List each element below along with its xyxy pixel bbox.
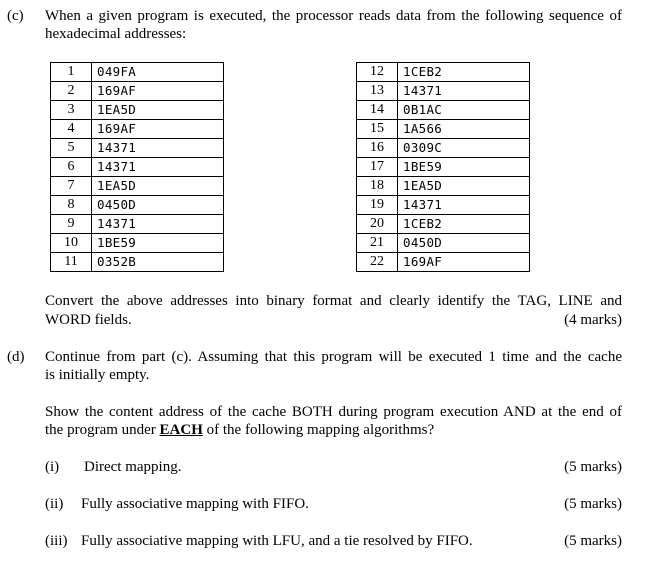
part-d-label: (d): [7, 349, 25, 365]
hex-address: 14371: [92, 139, 224, 158]
table-row: [51, 120, 224, 139]
table-row: [357, 158, 530, 177]
table-row: [51, 63, 224, 82]
show-line2: [45, 421, 434, 439]
row-number: 10: [51, 234, 92, 253]
convert-line1: Convert the above addresses into binary format and clearly identify the TAG, LINE and: [45, 293, 622, 309]
hex-address: 1CEB2: [398, 63, 530, 82]
row-number: 9: [51, 215, 92, 234]
row-number: 3: [51, 101, 92, 120]
table-row: [51, 196, 224, 215]
row-number: 21: [357, 234, 398, 253]
item-iii-marks: (5 marks): [564, 533, 622, 549]
table-row: [51, 215, 224, 234]
hex-address: 0450D: [92, 196, 224, 215]
row-number: 5: [51, 139, 92, 158]
table-row: [357, 215, 530, 234]
table-row: [51, 139, 224, 158]
table-row: [51, 158, 224, 177]
table-row: [357, 234, 530, 253]
hex-address: 0450D: [398, 234, 530, 253]
row-number: 11: [51, 253, 92, 272]
part-c-intro-line1: When a given program is executed, the processor reads data from the following sequence of: [45, 8, 622, 24]
row-number: 15: [357, 120, 398, 139]
table-row: [357, 139, 530, 158]
row-number: 18: [357, 177, 398, 196]
row-number: 22: [357, 253, 398, 272]
table-row: [357, 82, 530, 101]
row-number: 4: [51, 120, 92, 139]
row-number: 20: [357, 215, 398, 234]
item-iii-label: (iii): [45, 533, 68, 549]
table-row: [357, 120, 530, 139]
table-row: [51, 177, 224, 196]
table-row: [357, 196, 530, 215]
part-c-label: (c): [7, 8, 24, 24]
hex-address: 1A566: [398, 120, 530, 139]
hex-address: 1EA5D: [398, 177, 530, 196]
hex-address: 1CEB2: [398, 215, 530, 234]
item-ii-text: Fully associative mapping with FIFO.: [81, 496, 309, 512]
hex-address: 169AF: [92, 120, 224, 139]
row-number: 12: [357, 63, 398, 82]
table-row: [51, 101, 224, 120]
row-number: 19: [357, 196, 398, 215]
table-row: [51, 234, 224, 253]
hex-address: 1BE59: [92, 234, 224, 253]
hex-address: 1BE59: [398, 158, 530, 177]
hex-address: 14371: [92, 215, 224, 234]
part-d-line1: Continue from part (c). Assuming that this program will be executed 1 time and the cache: [45, 349, 622, 365]
hex-address: 14371: [398, 82, 530, 101]
row-number: 13: [357, 82, 398, 101]
show-line2-emphasis: EACH: [159, 422, 203, 438]
hex-address: 0352B: [92, 253, 224, 272]
address-table-right: [356, 62, 530, 272]
hex-address: 14371: [398, 196, 530, 215]
item-iii-text: Fully associative mapping with LFU, and a tie resolved by FIFO.: [81, 533, 473, 549]
row-number: 14: [357, 101, 398, 120]
hex-address: 14371: [92, 158, 224, 177]
item-i-label: (i): [45, 459, 60, 475]
table-row: [357, 101, 530, 120]
part-c-intro-line2: hexadecimal addresses:: [45, 26, 187, 42]
item-ii-label: (ii): [45, 496, 64, 512]
table-row: [357, 253, 530, 272]
row-number: 1: [51, 63, 92, 82]
item-i-marks: (5 marks): [564, 459, 622, 475]
show-line2-pre: the program under: [45, 422, 160, 438]
hex-address: 169AF: [92, 82, 224, 101]
row-number: 16: [357, 139, 398, 158]
show-line1: Show the content address of the cache BOTH during program execution AND at the end of: [45, 404, 622, 420]
hex-address: 0B1AC: [398, 101, 530, 120]
show-line2-post: of the following mapping algorithms?: [202, 422, 435, 438]
row-number: 6: [51, 158, 92, 177]
table-row: [51, 82, 224, 101]
row-number: 8: [51, 196, 92, 215]
table-row: [357, 177, 530, 196]
item-ii-marks: (5 marks): [564, 496, 622, 512]
row-number: 2: [51, 82, 92, 101]
convert-marks: (4 marks): [564, 312, 622, 328]
hex-address: 1EA5D: [92, 177, 224, 196]
hex-address: 049FA: [92, 63, 224, 82]
hex-address: 0309C: [398, 139, 530, 158]
hex-address: 1EA5D: [92, 101, 224, 120]
convert-line2: WORD fields.: [45, 312, 132, 328]
hex-address: 169AF: [398, 253, 530, 272]
row-number: 7: [51, 177, 92, 196]
table-row: [51, 253, 224, 272]
address-table-left: [50, 62, 224, 272]
table-row: [357, 63, 530, 82]
item-i-text: Direct mapping.: [84, 459, 182, 475]
row-number: 17: [357, 158, 398, 177]
part-d-line2: is initially empty.: [45, 367, 150, 383]
